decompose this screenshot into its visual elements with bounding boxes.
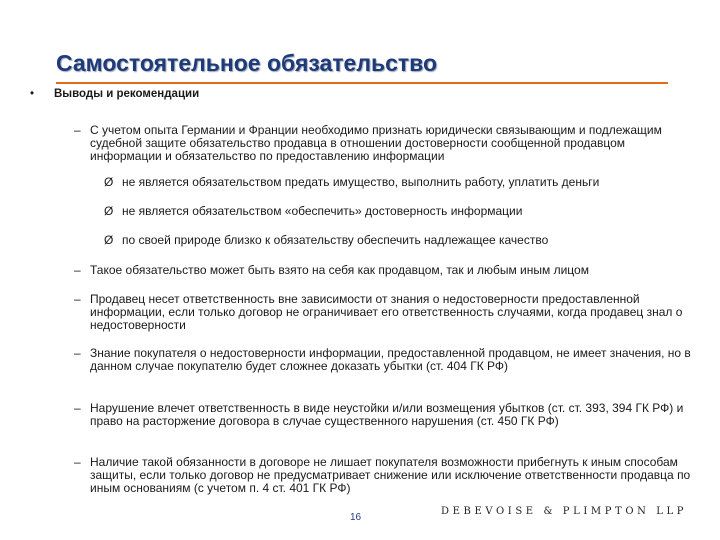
page-number: 16 [350,512,362,523]
list-item-text: Знание покупателя о недостоверности информации, предоставленной продавцом, не имеет значения, но в данном случае покупателю будет сложнее доказать убытки (ст. 404 ГК РФ) [90,346,691,373]
title-divider [56,82,668,84]
list-item [74,124,694,163]
sub-list-item [104,176,704,189]
list-item-text: Такое обязательство может быть взято на себя как продавцом, так и любым иным лицом [90,263,589,277]
list-item-text: Нарушение влечет ответственность в виде неустойки и/или возмещения убытков (ст. ст. 393, 394 ГК РФ) и право на расторжение договора в случае существенного нарушения (ст. 450 ГК РФ) [90,401,684,428]
arrow-bullet-icon: Ø [104,175,114,189]
dash-icon: – [74,123,81,137]
arrow-bullet-icon: Ø [104,233,114,247]
list-item [74,347,694,373]
list-item-text: С учетом опыта Германии и Франции необходимо признать юридически связывающим и подлежащим судебной защите обязательство продавца в отношении достоверности сообщенной продавцом информации и обязательство по предоставлению информации [90,123,662,163]
slide-title: Самостоятельное обязательство [56,50,438,76]
dash-icon: – [74,401,81,415]
list-item [74,456,694,495]
sub-list-item [104,205,704,218]
footer-logo: DEBEVOISE & PLIMPTON LLP [441,506,688,517]
arrow-bullet-icon: Ø [104,204,114,218]
dash-icon: – [74,346,81,360]
sub-list-item [104,234,704,247]
dash-icon: – [74,292,81,306]
sub-list-item-text: по своей природе близко к обязательству обеспечить надлежащее качество [122,233,549,247]
list-item [74,402,694,428]
section-heading: Выводы и рекомендации [54,88,200,100]
list-item [74,264,694,277]
list-item [74,293,694,332]
sub-list-item-text: не является обязательством «обеспечить» достоверность информации [122,204,523,218]
dash-icon: – [74,455,81,469]
dash-icon: – [74,263,81,277]
section-heading-row [30,88,199,100]
list-item-text: Наличие такой обязанности в договоре не лишает покупателя возможности прибегнуть к иным способам защиты, если только договор не предусматривает снижение или исключение ответственности продавца по иным основаниям (с учетом п. 4 ст. 401 ГК РФ) [90,455,691,495]
list-item-text: Продавец несет ответственность вне зависимости от знания о недостоверности предоставленной информации, если только договор не ограничивает его ответственность случаями, когда продавец знал о недостоверности [90,292,683,332]
bullet-icon: • [30,88,35,100]
sub-list-item-text: не является обязательством предать имущество, выполнить работу, уплатить деньги [122,175,600,189]
